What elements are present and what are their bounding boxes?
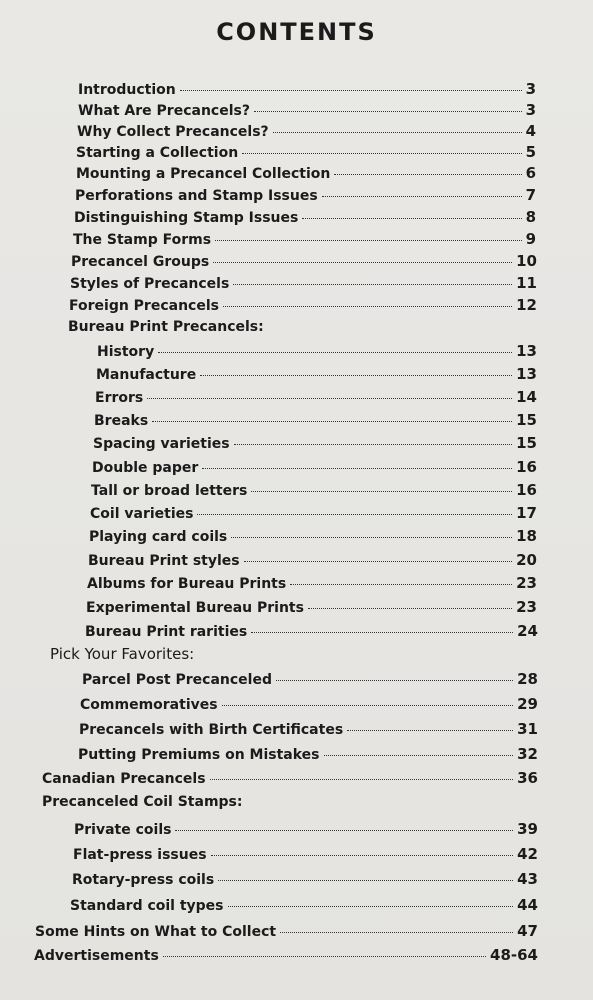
toc-entry-label: Rotary-press coils	[72, 872, 215, 888]
toc-entry-page: 48-64	[490, 946, 538, 964]
toc-entry-label: Albums for Bureau Prints	[87, 576, 287, 592]
leader-dots	[302, 218, 521, 219]
leader-dots	[273, 132, 522, 133]
toc-entry	[75, 186, 536, 205]
leader-dots	[200, 375, 512, 376]
leader-dots	[222, 705, 514, 706]
leader-dots	[213, 262, 512, 263]
leader-dots	[158, 352, 512, 353]
toc-entry	[74, 820, 538, 839]
toc-entry-label: Putting Premiums on Mistakes	[78, 747, 320, 763]
toc-entry-label: Canadian Precancels	[42, 771, 206, 787]
toc-entry-page: 15	[516, 434, 537, 452]
toc-entry-page: 8	[525, 208, 536, 226]
toc-entry-label: The Stamp Forms	[73, 232, 212, 248]
leader-dots	[251, 632, 513, 633]
toc-entry-label: Why Collect Precancels?	[77, 124, 269, 140]
toc-entry-label: What Are Precancels?	[78, 103, 250, 119]
toc-entry	[79, 720, 538, 739]
toc-entry	[71, 252, 537, 271]
toc-entry-page: 29	[517, 695, 538, 713]
toc-entry	[86, 598, 537, 617]
toc-entry-page: 44	[517, 896, 538, 914]
toc-entry-label: Coil varieties	[90, 506, 194, 522]
leader-dots	[244, 561, 513, 562]
toc-entry	[82, 670, 538, 689]
leader-dots	[180, 90, 522, 91]
leader-dots	[242, 153, 521, 154]
toc-entry	[94, 411, 537, 430]
section-heading-pick-your-favorites: Pick Your Favorites:	[50, 645, 195, 663]
leader-dots	[152, 421, 512, 422]
toc-entry-label: Advertisements	[34, 948, 159, 964]
toc-entry-page: 3	[525, 101, 536, 119]
toc-entry	[91, 481, 537, 500]
leader-dots	[234, 444, 513, 445]
toc-entry-label: History	[97, 344, 155, 360]
toc-entry-label: Tall or broad letters	[91, 483, 248, 499]
toc-entry	[89, 527, 537, 546]
toc-entry-page: 9	[525, 230, 536, 248]
toc-entry	[95, 388, 537, 407]
toc-entry-page: 3	[525, 80, 536, 98]
toc-entry-label: Precancels with Birth Certificates	[79, 722, 344, 738]
toc-entry-label: Distinguishing Stamp Issues	[74, 210, 299, 226]
toc-entry	[74, 208, 536, 227]
leader-dots	[175, 830, 513, 831]
toc-entry-label: Double paper	[92, 460, 199, 476]
toc-entry-page: 12	[516, 296, 537, 314]
leader-dots	[347, 730, 513, 731]
toc-entry-label: Private coils	[74, 822, 172, 838]
toc-entry-label: Starting a Collection	[76, 145, 239, 161]
leader-dots	[223, 306, 512, 307]
toc-entry-page: 13	[516, 342, 537, 360]
toc-entry-label: Styles of Precancels	[70, 276, 230, 292]
leader-dots	[322, 196, 522, 197]
leader-dots	[254, 111, 522, 112]
toc-entry-page: 24	[517, 622, 538, 640]
toc-entry-page: 18	[516, 527, 537, 545]
toc-entry	[35, 922, 538, 941]
toc-entry-page: 6	[525, 164, 536, 182]
leader-dots	[233, 284, 512, 285]
toc-entry-page: 32	[517, 745, 538, 763]
toc-entry	[72, 870, 538, 889]
toc-entry-page: 31	[517, 720, 538, 738]
toc-entry-label: Flat-press issues	[73, 847, 207, 863]
toc-entry-label: Breaks	[94, 413, 149, 429]
toc-entry-page: 7	[525, 186, 536, 204]
toc-entry-label: Perforations and Stamp Issues	[75, 188, 318, 204]
toc-entry	[78, 745, 538, 764]
leader-dots	[251, 491, 512, 492]
leader-dots	[324, 755, 514, 756]
toc-entry-page: 10	[516, 252, 537, 270]
toc-entry	[85, 622, 538, 641]
toc-entry	[90, 504, 537, 523]
toc-entry	[42, 769, 538, 788]
toc-entry-label: Playing card coils	[89, 529, 228, 545]
toc-entry-page: 5	[525, 143, 536, 161]
toc-entry-page: 13	[516, 365, 537, 383]
toc-entry	[73, 845, 538, 864]
leader-dots	[290, 584, 512, 585]
toc-entry-page: 39	[517, 820, 538, 838]
toc-entry-label: Introduction	[78, 82, 176, 98]
section-heading-bureau-print: Bureau Print Precancels:	[68, 319, 264, 335]
toc-entry-page: 28	[517, 670, 538, 688]
toc-entry-page: 16	[516, 481, 537, 499]
leader-dots	[228, 906, 514, 907]
toc-entry-label: Foreign Precancels	[69, 298, 219, 314]
toc-entry	[70, 896, 538, 915]
toc-entry-page: 16	[516, 458, 537, 476]
toc-entry	[92, 458, 537, 477]
toc-entry	[88, 551, 537, 570]
toc-entry-page: 17	[516, 504, 537, 522]
toc-entry	[87, 574, 537, 593]
toc-entry	[78, 101, 536, 120]
toc-entry-label: Bureau Print styles	[88, 553, 240, 569]
page-title: CONTENTS	[216, 18, 377, 46]
leader-dots	[280, 932, 513, 933]
toc-entry-label: Precancel Groups	[71, 254, 210, 270]
toc-entry-page: 23	[516, 598, 537, 616]
toc-entry	[77, 122, 536, 141]
toc-entry-label: Mounting a Precancel Collection	[76, 166, 331, 182]
toc-entry	[34, 946, 538, 965]
toc-entry	[97, 342, 537, 361]
toc-entry-page: 11	[516, 274, 537, 292]
toc-entry-label: Parcel Post Precanceled	[82, 672, 272, 688]
leader-dots	[147, 398, 512, 399]
toc-entry	[70, 274, 537, 293]
toc-entry-page: 42	[517, 845, 538, 863]
leader-dots	[215, 240, 522, 241]
leader-dots	[202, 468, 512, 469]
toc-entry-label: Errors	[95, 390, 144, 406]
toc-entry-label: Standard coil types	[70, 898, 224, 914]
leader-dots	[211, 855, 514, 856]
toc-entry	[93, 434, 537, 453]
toc-entry	[80, 695, 538, 714]
leader-dots	[218, 880, 513, 881]
toc-entry-page: 20	[516, 551, 537, 569]
toc-entry-page: 15	[516, 411, 537, 429]
toc-entry-page: 4	[525, 122, 536, 140]
toc-entry-page: 43	[517, 870, 538, 888]
toc-entry	[78, 80, 536, 99]
toc-entry-label: Manufacture	[96, 367, 197, 383]
leader-dots	[276, 680, 513, 681]
leader-dots	[308, 608, 512, 609]
toc-entry-label: Experimental Bureau Prints	[86, 600, 304, 616]
toc-entry-page: 23	[516, 574, 537, 592]
toc-entry-page: 14	[516, 388, 537, 406]
leader-dots	[197, 514, 512, 515]
toc-entry	[73, 230, 536, 249]
toc-entry-label: Some Hints on What to Collect	[35, 924, 277, 940]
toc-entry-label: Bureau Print rarities	[85, 624, 248, 640]
toc-entry-label: Commemoratives	[80, 697, 218, 713]
toc-entry-page: 47	[517, 922, 538, 940]
toc-entry	[76, 143, 536, 162]
toc-entry	[76, 164, 536, 183]
toc-entry-label: Spacing varieties	[93, 436, 230, 452]
leader-dots	[334, 174, 521, 175]
leader-dots	[163, 956, 486, 957]
leader-dots	[210, 779, 514, 780]
toc-entry	[96, 365, 537, 384]
leader-dots	[231, 537, 512, 538]
toc-entry-page: 36	[517, 769, 538, 787]
toc-entry	[69, 296, 537, 315]
section-heading-precanceled-coil-stamps: Precanceled Coil Stamps:	[42, 794, 243, 810]
